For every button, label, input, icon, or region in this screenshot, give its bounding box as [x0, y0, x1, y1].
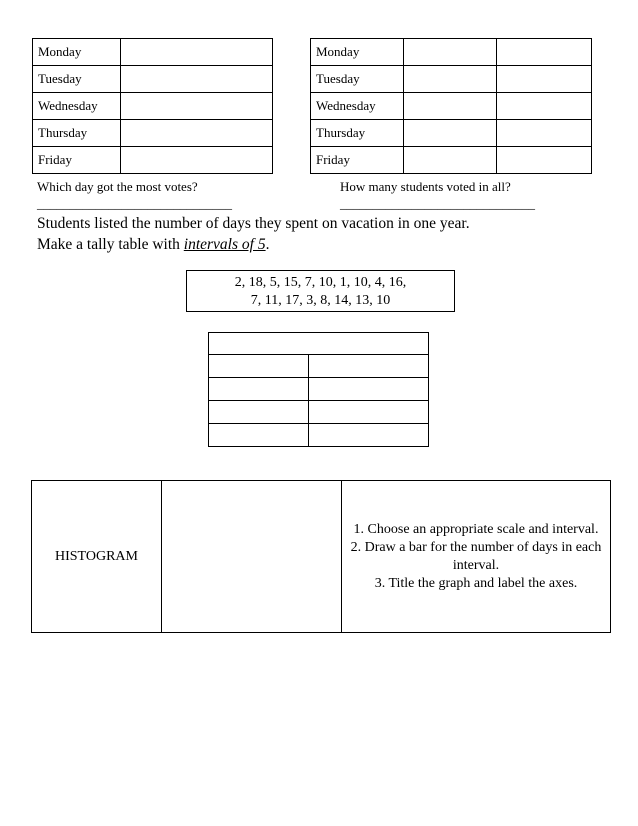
answer-cell[interactable] — [404, 120, 497, 147]
histogram-box — [31, 480, 611, 633]
table-row — [209, 355, 429, 378]
table-row — [209, 424, 429, 447]
data-line-1: 2, 18, 5, 15, 7, 10, 1, 10, 4, 16, — [234, 275, 407, 290]
instruction-line-2 — [37, 236, 269, 254]
answer-cell[interactable] — [121, 39, 273, 66]
tally-cell[interactable] — [309, 378, 429, 401]
answer-cell[interactable] — [497, 39, 592, 66]
table-row — [33, 93, 273, 120]
table-row — [32, 481, 611, 633]
tally-cell[interactable] — [309, 401, 429, 424]
table-row — [33, 39, 273, 66]
answer-cell[interactable] — [121, 66, 273, 93]
answer-cell[interactable] — [121, 93, 273, 120]
answer-cell[interactable] — [497, 120, 592, 147]
table-row — [209, 401, 429, 424]
table-row — [209, 378, 429, 401]
table-row — [209, 333, 429, 355]
interval-cell[interactable] — [209, 401, 309, 424]
day-cell: Monday — [33, 39, 121, 66]
day-cell: Friday — [311, 147, 404, 174]
answer-cell[interactable] — [497, 66, 592, 93]
answer-cell[interactable] — [404, 147, 497, 174]
answer-cell[interactable] — [497, 93, 592, 120]
answer-cell[interactable] — [121, 120, 273, 147]
table-row — [33, 66, 273, 93]
interval-cell[interactable] — [209, 355, 309, 378]
interval-cell[interactable] — [209, 424, 309, 447]
day-cell: Tuesday — [311, 66, 404, 93]
day-cell: Friday — [33, 147, 121, 174]
tally-header-cell[interactable] — [209, 333, 429, 355]
data-box — [186, 270, 455, 312]
instruction-line-1: Students listed the number of days they spent on vacation in one year. — [37, 215, 470, 232]
vote-table-right — [310, 38, 592, 174]
data-line-2: 7, 11, 17, 3, 8, 14, 13, 10 — [250, 293, 391, 308]
step-1: 1. Choose an appropriate scale and interval. — [353, 521, 599, 537]
day-cell: Thursday — [33, 120, 121, 147]
answer-cell[interactable] — [404, 93, 497, 120]
table-row — [33, 147, 273, 174]
tally-cell[interactable] — [309, 424, 429, 447]
histogram-label: HISTOGRAM — [32, 481, 162, 633]
histogram-drawing-area[interactable] — [162, 481, 342, 633]
answer-line-total-votes[interactable]: ______________________________ — [340, 196, 535, 211]
instruction-prefix: Make a tally table with — [37, 236, 184, 253]
day-cell: Monday — [311, 39, 404, 66]
answer-cell[interactable] — [404, 39, 497, 66]
instruction-emphasis: intervals of 5 — [183, 236, 266, 253]
step-3: 3. Title the graph and label the axes. — [374, 575, 578, 591]
histogram-steps — [342, 481, 611, 633]
vote-table-left — [32, 38, 273, 174]
instruction-suffix: . — [265, 236, 270, 253]
step-2: 2. Draw a bar for the number of days in each interval. — [350, 539, 602, 573]
table-row — [311, 39, 592, 66]
day-cell: Thursday — [311, 120, 404, 147]
answer-line-most-votes[interactable]: ______________________________ — [37, 196, 232, 211]
table-row — [311, 147, 592, 174]
day-cell: Wednesday — [33, 93, 121, 120]
tally-table — [208, 332, 429, 447]
question-total-votes: How many students voted in all? — [340, 179, 511, 194]
day-cell: Tuesday — [33, 66, 121, 93]
table-row — [311, 120, 592, 147]
day-cell: Wednesday — [311, 93, 404, 120]
question-most-votes: Which day got the most votes? — [37, 179, 198, 194]
answer-cell[interactable] — [497, 147, 592, 174]
tally-cell[interactable] — [309, 355, 429, 378]
answer-cell[interactable] — [404, 66, 497, 93]
answer-cell[interactable] — [121, 147, 273, 174]
interval-cell[interactable] — [209, 378, 309, 401]
table-row — [33, 120, 273, 147]
table-row — [311, 93, 592, 120]
table-row — [311, 66, 592, 93]
